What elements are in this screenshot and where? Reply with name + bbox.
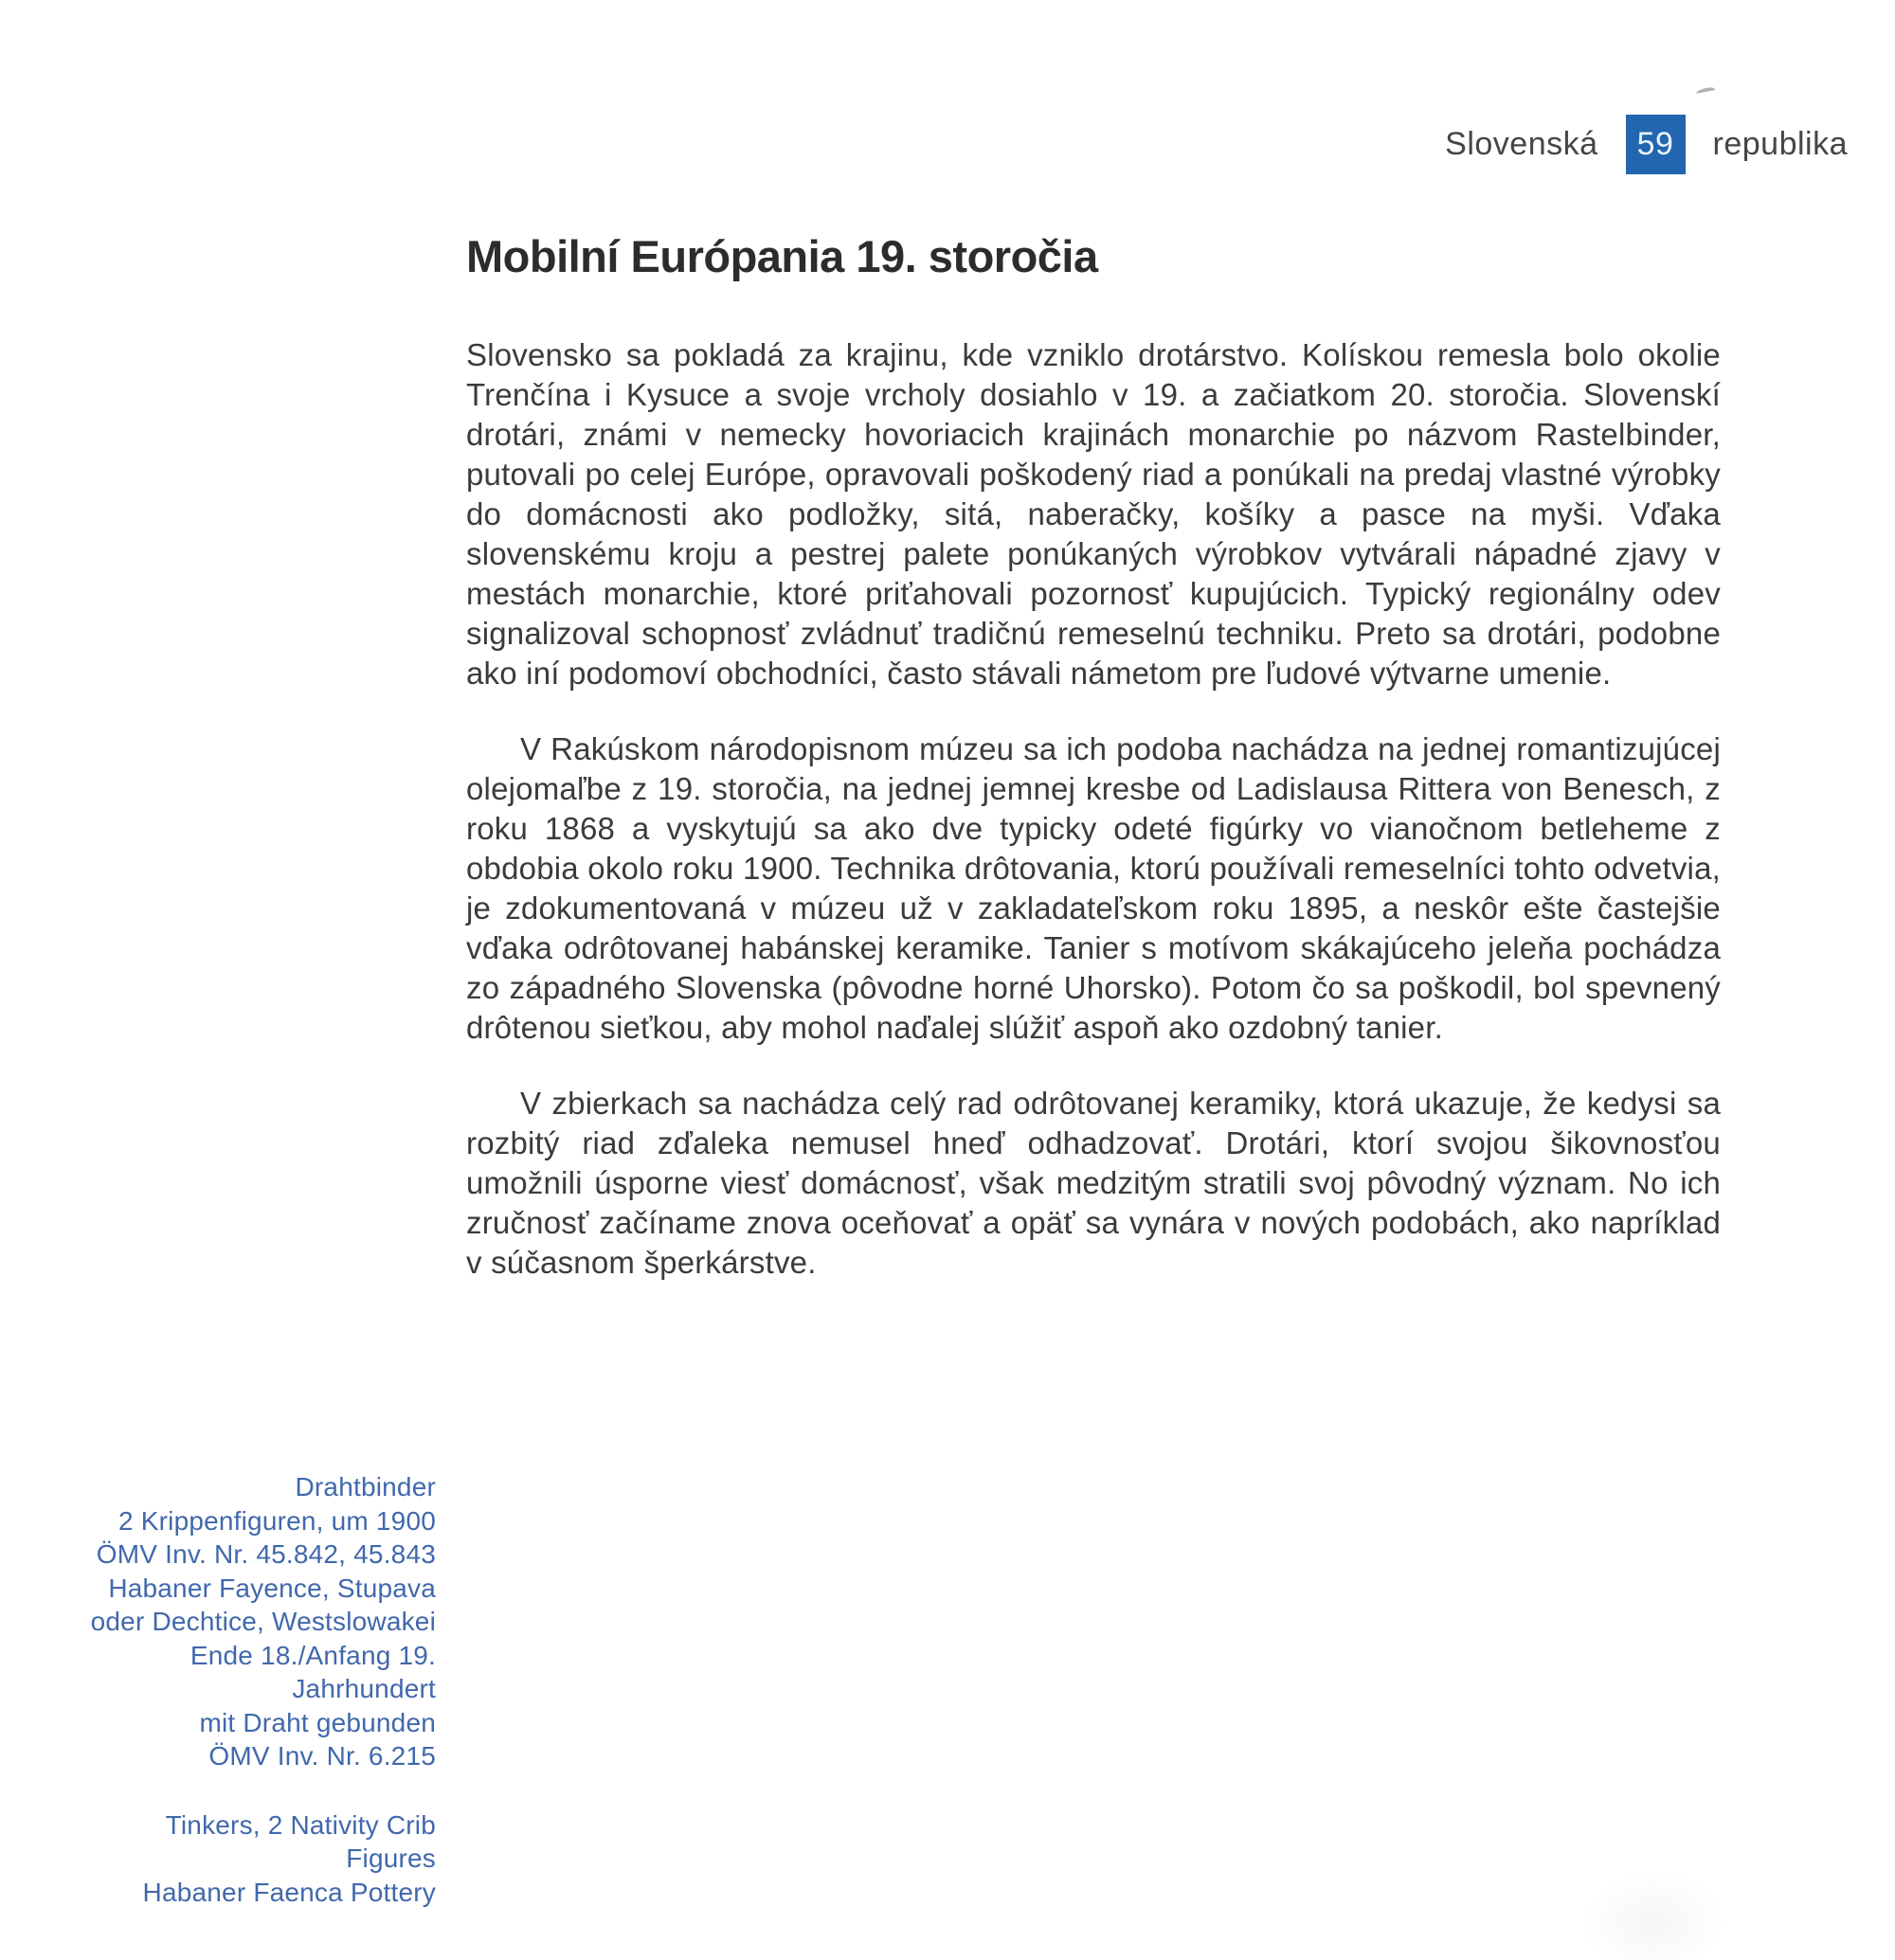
caption-german-group: [83, 1470, 436, 1773]
caption-line: Habaner Faenca Pottery: [142, 1877, 436, 1907]
page-title: Mobilní Európania 19. storočia: [466, 231, 1098, 281]
caption-line: Drahtbinder: [295, 1472, 436, 1501]
image-caption-block: [83, 1470, 436, 1909]
caption-line: Ende 18./Anfang 19. Jahrhundert: [190, 1640, 436, 1703]
page-number: 59: [1636, 126, 1674, 162]
caption-line: oder Dechtice, Westslowakei: [90, 1607, 436, 1636]
scan-artifact-mark: [1696, 86, 1716, 96]
caption-line: Tinkers, 2 Nativity Crib Figures: [165, 1809, 436, 1873]
caption-line: ÖMV Inv. Nr. 6.215: [208, 1741, 436, 1771]
scan-smudge: [1582, 1871, 1724, 1960]
caption-line: mit Draht gebunden: [199, 1707, 436, 1737]
caption-line: 2 Krippenfiguren, um 1900: [118, 1505, 436, 1536]
header-region-word-right: republika: [1712, 126, 1848, 162]
body-paragraph: V Rakúskom národopisnom múzeu sa ich podoba nachádza na jednej romantizujúcej olejomaľbe z 19. storočia, na jednej jemnej kresbe od Ladislausa Rittera von Benesch, z roku 1868 a vyskytujú sa ako dve typicky odeté figúrky vo vianočnom betleheme z obdobia okolo roku 1900. Technika drôtovania, ktorú používali remeselníci tohto odvetvia, je zdokumentovaná v múzeu už v zakladateľskom roku 1895, a neskôr ešte častejšie vďaka odrôtovanej habánskej keramike. Tanier s motívom skákajúceho jeleňa pochádza zo západného Slovenska (pôvodne horné Uhorsko). Potom čo sa poškodil, bol spevnený drôtenou sieťkou, aby mohol naďalej slúžiť aspoň ako ozdobný tanier.: [466, 731, 1721, 1045]
caption-line: Habaner Fayence, Stupava: [108, 1573, 436, 1603]
article-body: [466, 335, 1721, 1283]
page-number-badge: [1626, 115, 1686, 174]
page-header: [1445, 115, 1848, 174]
caption-line: ÖMV Inv. Nr. 45.842, 45.843: [96, 1539, 436, 1569]
caption-english-group: [83, 1808, 436, 1910]
body-paragraph: Slovensko sa pokladá za krajinu, kde vzniklo drotárstvo. Kolískou remesla bolo okolie Trenčína i Kysuce a svoje vrcholy dosiahlo v 19. a začiatkom 20. storočia. Slovenskí drotári, známi v nemecky hovoriacich krajinách monarchie po názvom Rastelbinder, putovali po celej Európe, opravovali poškodený riad a ponúkali na predaj vlastné výrobky do domácnosti ako podložky, sitá, naberačky, košíky a pasce na myši. Vďaka slovenskému kroju a pestrej palete ponúkaných výrobkov vytvárali nápadné zjavy v mestách monarchie, ktoré priťahovali pozornosť kupujúcich. Typický regionálny odev signalizoval schopnosť zvládnuť tradičnú remeselnú techniku. Preto sa drotári, podobne ako iní podomoví obchodníci, často stávali námetom pre ľudové výtvarne umenie.: [466, 337, 1721, 691]
body-paragraph: V zbierkach sa nachádza celý rad odrôtovanej keramiky, ktorá ukazuje, že kedysi sa rozbitý riad zďaleka nemusel hneď odhadzovať. Drotári, ktorí svojou šikovnosťou umožnili úsporne viesť domácnosť, však medzitým stratili svoj pôvodný význam. No ich zručnosť začíname znova oceňovať a opäť sa vynára v nových podobách, ako napríklad v súčasnom šperkárstve.: [466, 1086, 1721, 1280]
header-region-word-left: Slovenská: [1445, 126, 1598, 162]
